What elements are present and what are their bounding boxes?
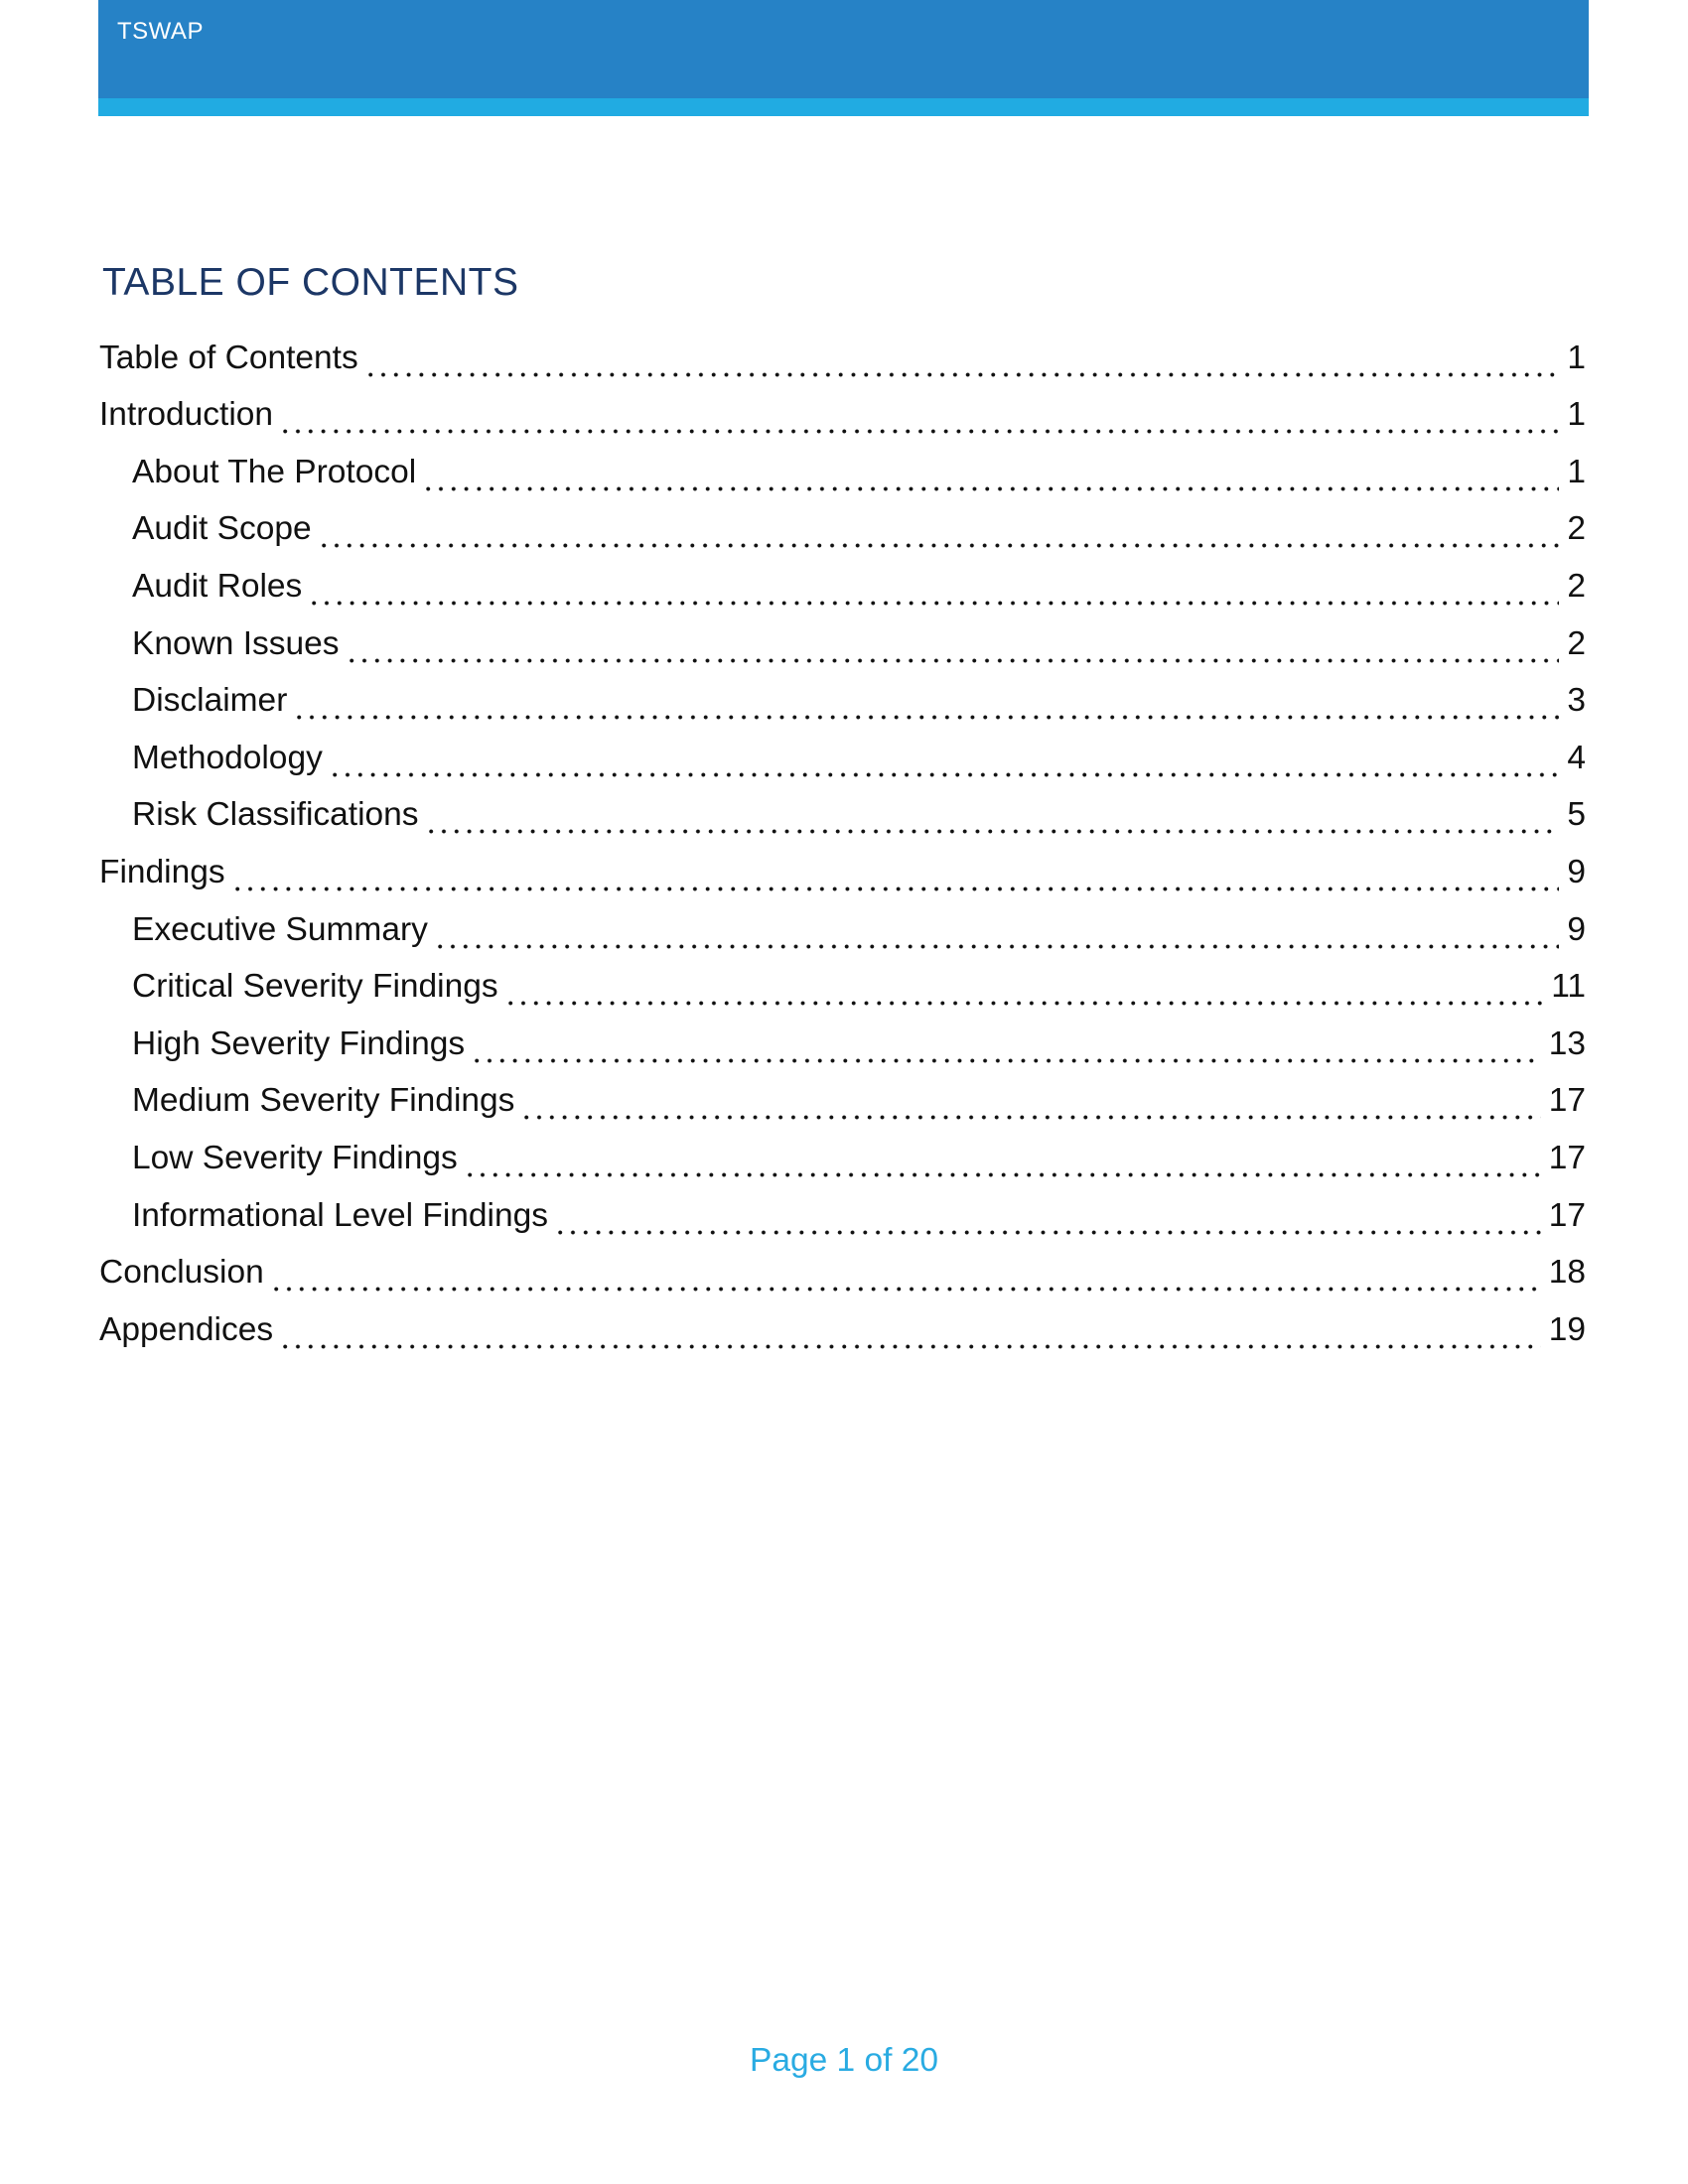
table-of-contents xyxy=(99,330,1586,1359)
dot-leader-icon xyxy=(350,658,1560,663)
dot-leader-icon xyxy=(429,829,1560,834)
toc-entry-page-number: 2 xyxy=(1567,624,1586,662)
toc-entry-label: Medium Severity Findings xyxy=(132,1082,515,1120)
toc-entry[interactable] xyxy=(99,387,1586,445)
dot-leader-icon xyxy=(438,944,1559,949)
toc-entry-page-number: 18 xyxy=(1548,1254,1586,1292)
toc-entry-page-number: 17 xyxy=(1548,1196,1586,1234)
toc-entry-page-number: 2 xyxy=(1567,510,1586,548)
toc-entry-page-number: 19 xyxy=(1548,1310,1586,1348)
toc-entry-label: Risk Classifications xyxy=(132,796,419,834)
toc-entry-label: Methodology xyxy=(132,739,323,776)
toc-entry-label: Audit Roles xyxy=(132,567,303,605)
toc-entry-label: Informational Level Findings xyxy=(132,1196,548,1234)
toc-entry[interactable] xyxy=(99,501,1586,559)
toc-entry[interactable] xyxy=(99,1073,1586,1131)
dot-leader-icon xyxy=(312,601,1559,606)
toc-entry[interactable] xyxy=(99,901,1586,959)
toc-entry[interactable] xyxy=(99,959,1586,1017)
toc-entry[interactable] xyxy=(99,330,1586,387)
toc-entry-page-number: 11 xyxy=(1551,968,1586,1006)
dot-leader-icon xyxy=(283,429,1559,434)
dot-leader-icon xyxy=(508,1001,1544,1006)
header-accent-strip xyxy=(98,98,1589,116)
toc-entry[interactable] xyxy=(99,558,1586,615)
toc-entry[interactable] xyxy=(99,444,1586,501)
toc-entry-label: Conclusion xyxy=(99,1254,264,1292)
toc-entry-page-number: 9 xyxy=(1567,910,1586,948)
toc-entry-label: About The Protocol xyxy=(132,453,417,490)
dot-leader-icon xyxy=(235,887,1560,891)
toc-entry-label: Table of Contents xyxy=(99,339,358,376)
toc-entry[interactable] xyxy=(99,844,1586,901)
dot-leader-icon xyxy=(524,1115,1540,1120)
toc-entry-page-number: 2 xyxy=(1567,567,1586,605)
toc-entry-label: Known Issues xyxy=(132,624,340,662)
dot-leader-icon xyxy=(368,372,1560,377)
brand-logo-text: TSWAP xyxy=(117,18,204,45)
toc-entry-page-number: 1 xyxy=(1567,396,1586,434)
dot-leader-icon xyxy=(558,1230,1541,1235)
dot-leader-icon xyxy=(283,1344,1541,1349)
toc-entry-page-number: 5 xyxy=(1567,796,1586,834)
toc-entry-label: Executive Summary xyxy=(132,910,428,948)
toc-entry-page-number: 1 xyxy=(1567,339,1586,376)
page-footer xyxy=(0,2042,1688,2080)
dot-leader-icon xyxy=(297,715,1559,720)
toc-entry[interactable] xyxy=(99,673,1586,731)
page-title: TABLE OF CONTENTS xyxy=(102,261,519,304)
toc-entry[interactable] xyxy=(99,1301,1586,1359)
toc-entry-label: High Severity Findings xyxy=(132,1024,466,1062)
toc-entry-page-number: 4 xyxy=(1567,739,1586,776)
toc-entry[interactable] xyxy=(99,1187,1586,1245)
toc-entry-page-number: 1 xyxy=(1567,453,1586,490)
toc-entry-label: Appendices xyxy=(99,1310,274,1348)
toc-entry[interactable] xyxy=(99,1130,1586,1187)
toc-entry[interactable] xyxy=(99,1016,1586,1073)
toc-entry-page-number: 17 xyxy=(1548,1139,1586,1176)
toc-entry[interactable] xyxy=(99,1245,1586,1302)
header-banner xyxy=(98,0,1589,98)
dot-leader-icon xyxy=(333,772,1560,777)
toc-entry-label: Introduction xyxy=(99,396,274,434)
dot-leader-icon xyxy=(468,1172,1541,1177)
dot-leader-icon xyxy=(274,1287,1541,1292)
dot-leader-icon xyxy=(426,486,1559,491)
toc-entry-page-number: 9 xyxy=(1567,853,1586,890)
toc-entry[interactable] xyxy=(99,730,1586,787)
toc-entry-label: Disclaimer xyxy=(132,682,288,720)
toc-entry-label: Findings xyxy=(99,853,225,890)
toc-entry[interactable] xyxy=(99,615,1586,673)
toc-entry-page-number: 13 xyxy=(1548,1024,1586,1062)
toc-entry-label: Low Severity Findings xyxy=(132,1139,458,1176)
toc-entry-label: Critical Severity Findings xyxy=(132,968,498,1006)
dot-leader-icon xyxy=(322,543,1560,548)
toc-entry-label: Audit Scope xyxy=(132,510,312,548)
dot-leader-icon xyxy=(475,1058,1541,1063)
toc-entry-page-number: 17 xyxy=(1548,1082,1586,1120)
toc-entry[interactable] xyxy=(99,787,1586,845)
toc-entry-page-number: 3 xyxy=(1567,682,1586,720)
page-number-label: Page 1 of 20 xyxy=(750,2042,938,2079)
